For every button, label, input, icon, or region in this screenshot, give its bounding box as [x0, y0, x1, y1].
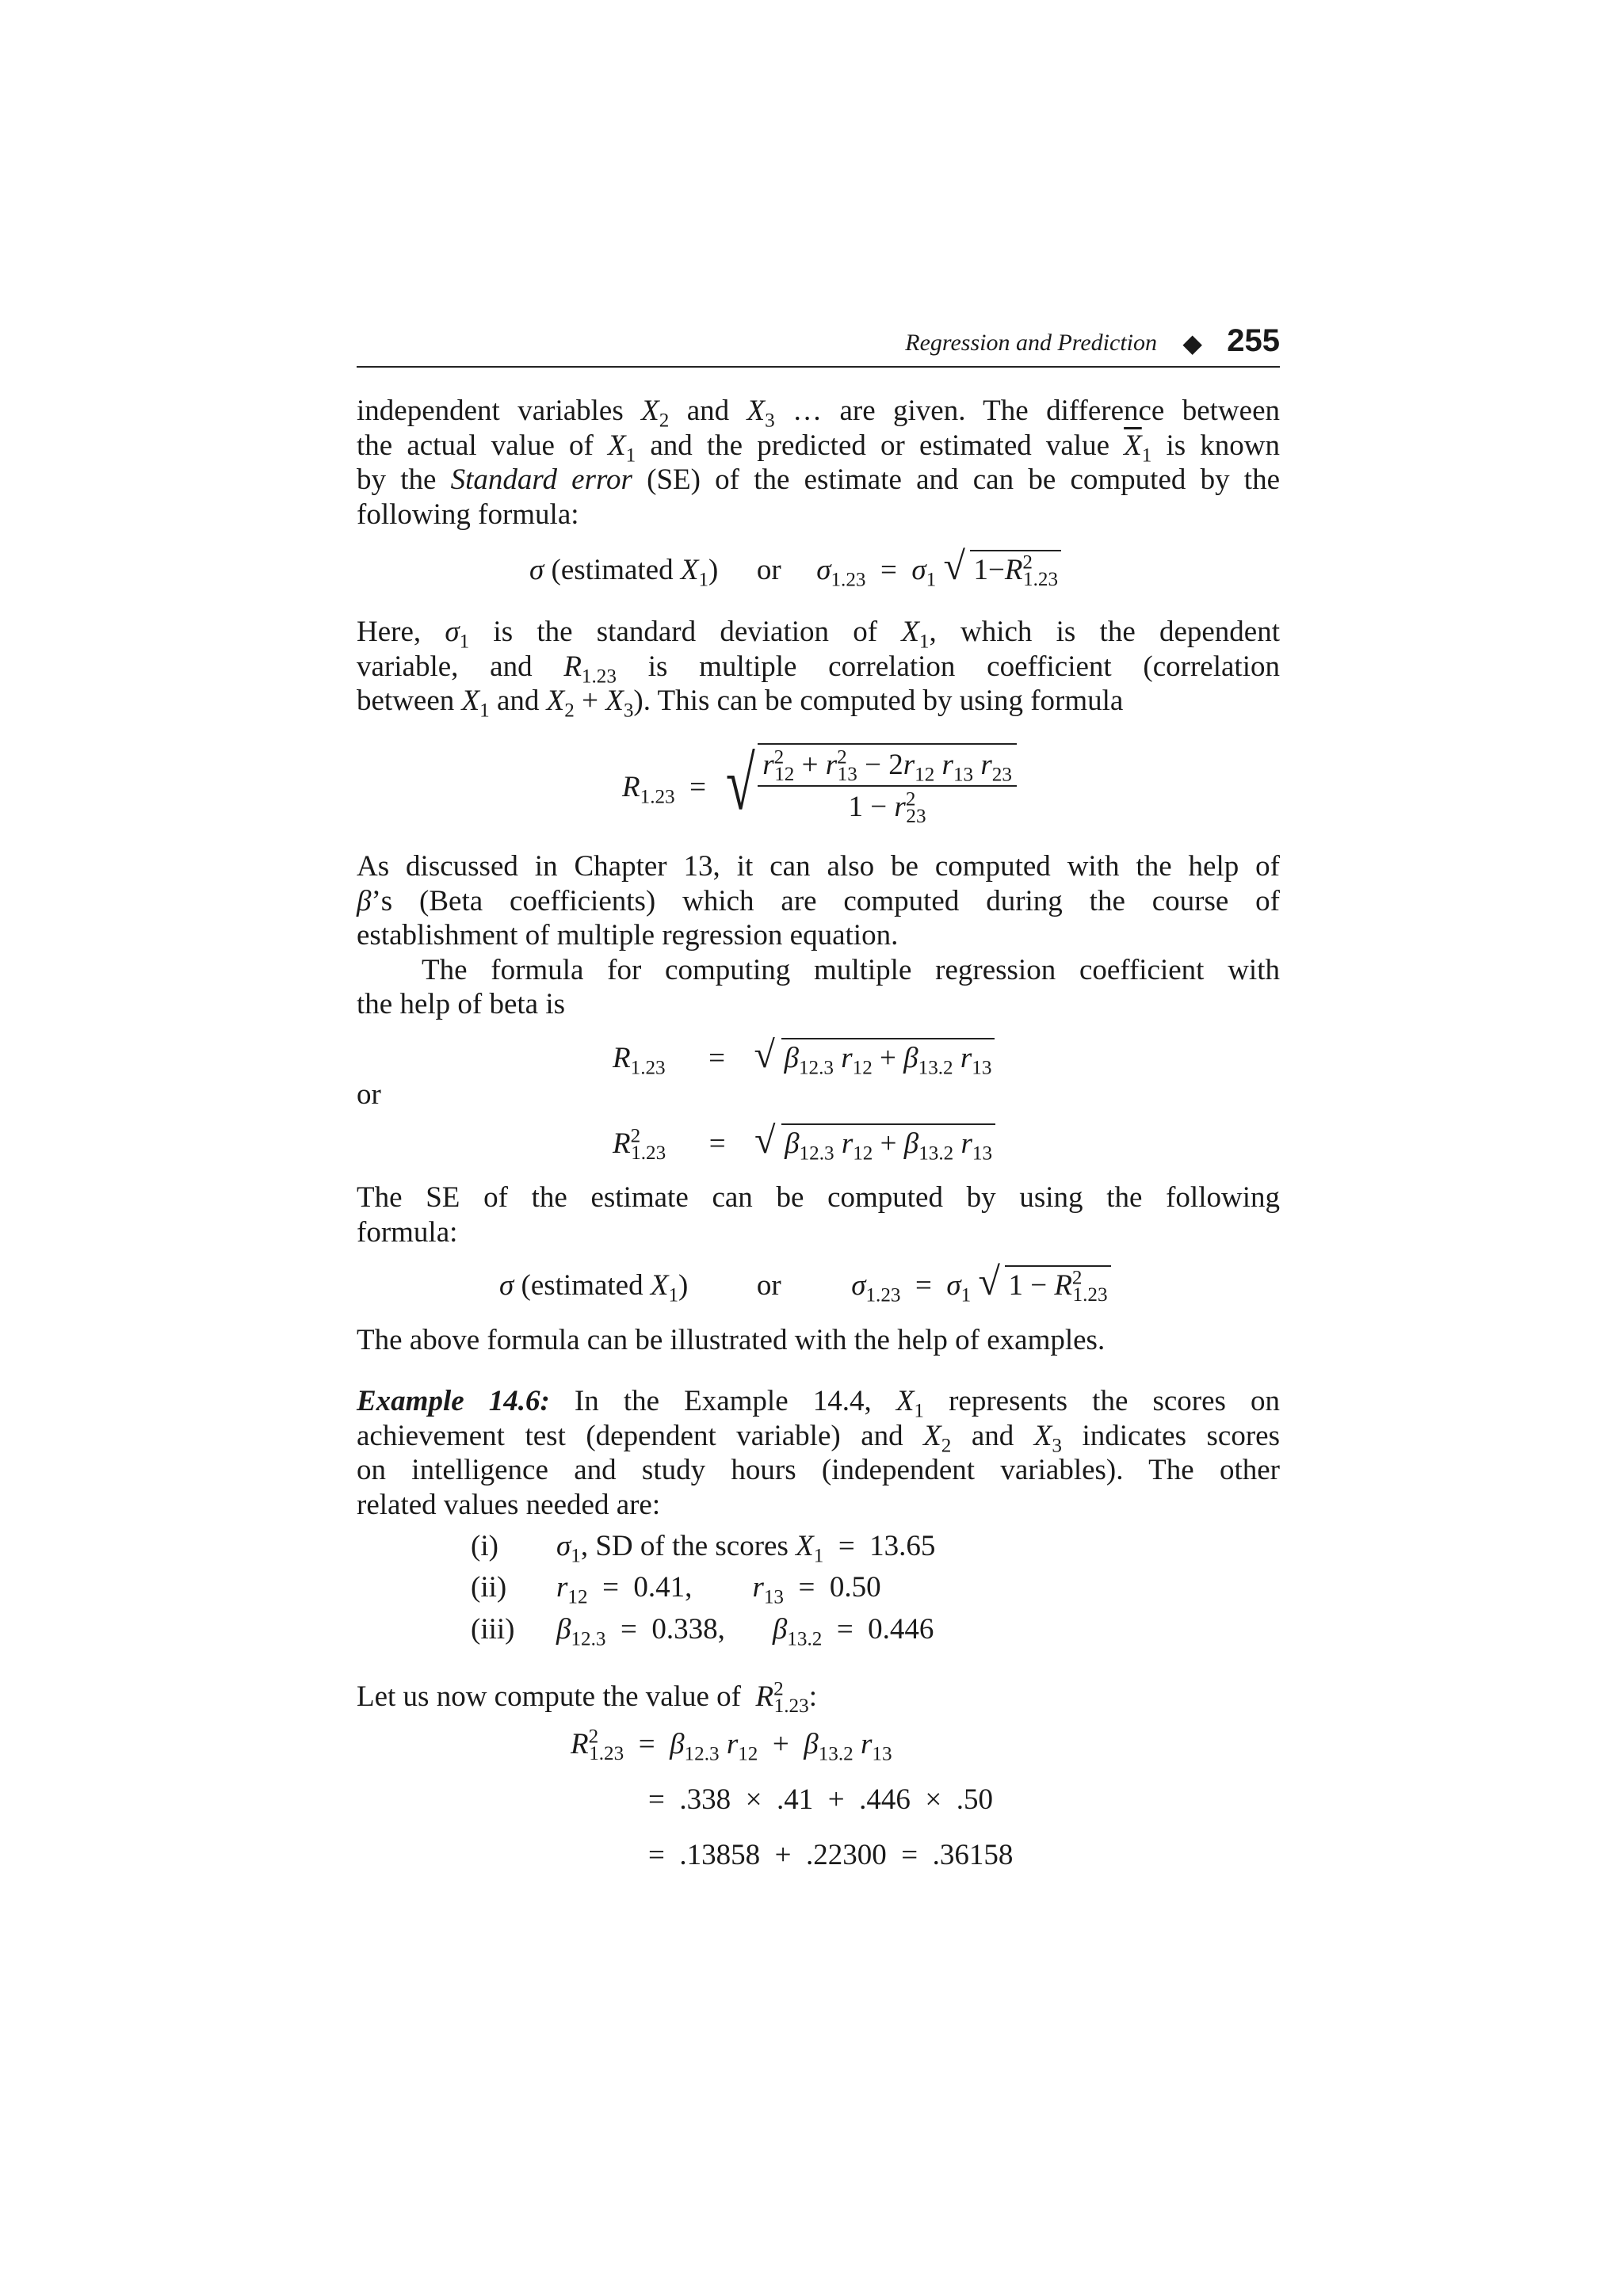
text-line: The SE of the estimate can be computed by using the following	[357, 1181, 1280, 1214]
calc-line-2: = .338 × .41 + .446 × .50	[648, 1783, 993, 1816]
calc-line-1: $R^2_{1.23} = \beta_{12.3}$ $r_{12} + \beta_{13.2}$ $r_{13}$	[571, 1726, 892, 1765]
or-connector: or	[357, 1078, 381, 1111]
calc-line-3: = .13858 + .22300 = .36158	[648, 1839, 1014, 1871]
text-line: β’s (Beta coefficients) which are computed during the course of	[357, 884, 1280, 917]
text-line: on intelligence and study hours (independent variables). The other	[357, 1454, 1280, 1486]
paragraph-here	[357, 615, 1281, 722]
text-line: related values needed are:	[357, 1488, 661, 1521]
running-header	[357, 325, 1280, 368]
text-line: The above formula can be illustrated with the help of examples.	[357, 1324, 1106, 1356]
text-line: establishment of multiple regression equation.	[357, 919, 899, 952]
running-title: Regression and Prediction	[905, 330, 1157, 356]
text-line: the actual value of $X_1$ and the predicted or estimated value $\overline{X}_1$ is known	[357, 429, 1280, 466]
list-item: (ii) $r_{12} = 0.41$, $r_{13} = 0.50$	[471, 1571, 881, 1608]
paragraph-se-formula	[357, 1180, 1280, 1249]
equation-r-beta: $R_{1.23}$ = √ $\beta_{12.3}$ $r_{12} + \beta_{13.2}$ $r_{13}$	[613, 1038, 995, 1075]
paragraph-intro	[357, 394, 1280, 532]
page-number: 255	[1227, 323, 1280, 358]
text-line: achievement test (dependent variable) and $X_2$ and $X_3$ indicates scores	[357, 1419, 1280, 1456]
text-line: variable, and $R_{1.23}$ is multiple correlation coefficient (correlation	[357, 650, 1280, 687]
text-line: Let us now compute the value of $R^2_{1.23}$:	[357, 1678, 817, 1718]
text-line: As discussed in Chapter 13, it can also be computed with the help of	[357, 850, 1280, 883]
text-line: following formula:	[357, 498, 579, 531]
text-line: by the Standard error (SE) of the estimate and can be computed by the	[357, 463, 1280, 496]
diamond-icon: ◆	[1182, 329, 1202, 357]
text-line: formula:	[357, 1215, 458, 1249]
equation-r123: $R_{1.23}$ = √ $\frac{r^2_{12} + r^2_{13} - 2r_{12} r_{13} r_{23}}{1 - r^2_{23}}$	[622, 743, 1017, 824]
term-standard-error: Standard error	[450, 463, 632, 496]
example-14-6	[357, 1384, 1280, 1522]
list-item: (iii) $\beta_{12.3} = 0.338$, $\beta_{13.2} = 0.446$	[471, 1613, 934, 1650]
text-line: between $X_1$ and $X_2 + X_3$). This can be computed by using formula	[357, 685, 1124, 722]
paragraph-illustrated	[357, 1323, 1280, 1358]
list-item: (i) $\sigma_1$, SD of the scores $X_1 = 13.65$	[471, 1530, 936, 1567]
paragraph-compute	[357, 1678, 1280, 1718]
paragraph-chapter13	[357, 849, 1280, 1022]
text-line: The formula for computing multiple regression coefficient with	[422, 953, 1280, 986]
text-line: the help of beta is	[357, 988, 566, 1020]
example-label: Example 14.6:	[357, 1385, 550, 1417]
fraction: $\frac{r^2_{12} + r^2_{13} - 2r_{12} r_{13} r_{23}}{1 - r^2_{23}}$	[758, 748, 1017, 824]
text-line: independent variables $X_2$ and $X_3$ … are given. The difference between	[357, 395, 1280, 432]
equation-r2-beta: $R^2_{1.23}$ = √ $\beta_{12.3}$ $r_{12} + \beta_{13.2}$ $r_{13}$	[613, 1123, 995, 1161]
text-line: Here, $\sigma_1$ is the standard deviation of $X_1$, which is the dependent	[357, 616, 1281, 653]
text-line: Example 14.6: In the Example 14.4, $X_1$ represents the scores on	[357, 1385, 1281, 1422]
equation-se-1: σ (estimated $X_1$) or $\sigma_{1.23} = \sigma_1$ √ $1-R^2_{1.23}$	[529, 550, 1061, 587]
equation-se-2: σ (estimated $X_1$) or $\sigma_{1.23} = \sigma_1$ √ $1 - R^2_{1.23}$	[499, 1265, 1111, 1302]
